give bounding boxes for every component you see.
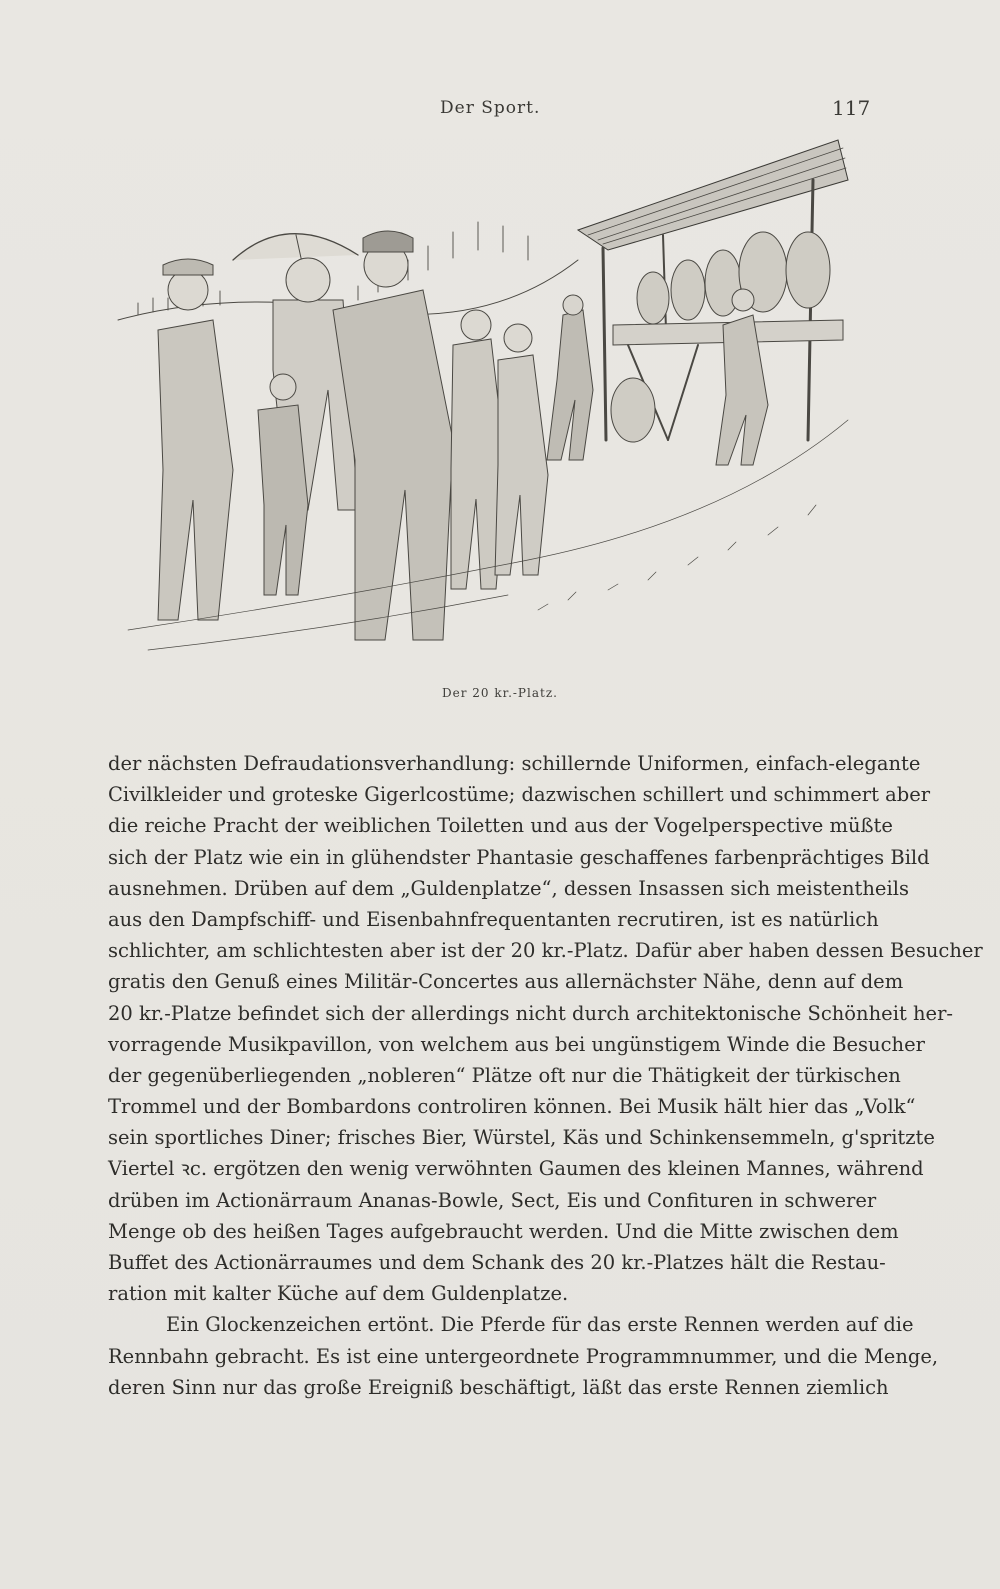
- text-line: aus den Dampfschiff- und Eisenbahnfrequentanten recrutiren, ist es natürlich: [108, 907, 879, 931]
- text-line: ration mit kalter Küche auf dem Guldenplatze.: [108, 1282, 569, 1306]
- text-line: Rennbahn gebracht. Es ist eine untergeordnete Programmnummer, und die Menge,: [108, 1344, 939, 1368]
- text-line: schlichter, am schlichtesten aber ist der 20 kr.-Platz. Dafür aber haben dessen Besucher: [108, 939, 983, 963]
- engraving-illustration: [108, 140, 858, 660]
- illustration-caption: Der 20 kr.-Platz.: [442, 686, 558, 700]
- text-line: sein sportliches Diner; frisches Bier, Würstel, Käs und Schinkensemmeln, g'spritzte: [108, 1126, 935, 1150]
- text-line: Trommel und der Bombardons controliren können. Bei Musik hält hier das „Volk“: [108, 1095, 916, 1119]
- text-line: ausnehmen. Drüben auf dem „Guldenplatze“, dessen Insassen sich meistentheils: [108, 876, 909, 900]
- text-line: der gegenüberliegenden „nobleren“ Plätze oft nur die Thätigkeit der türkischen: [108, 1063, 901, 1087]
- text-line: Viertel ꝛc. ergötzen den wenig verwöhnten Gaumen des kleinen Mannes, während: [108, 1157, 924, 1181]
- running-head: [0, 98, 1000, 128]
- text-line: vorragende Musikpavillon, von welchem aus bei ungünstigem Winde die Besucher: [108, 1032, 925, 1056]
- text-line: 20 kr.-Platze befindet sich der allerdings nicht durch architektonische Schönheit her-: [108, 1001, 953, 1025]
- text-line: Civilkleider und groteske Gigerlcostüme; dazwischen schillert und schimmert aber: [108, 783, 931, 807]
- body-text: [108, 748, 983, 1403]
- text-line: deren Sinn nur das große Ereigniß beschäftigt, läßt das erste Rennen ziemlich: [108, 1375, 889, 1399]
- text-line: der nächsten Defraudationsverhandlung: schillernde Uniformen, einfach-elegante: [108, 752, 921, 775]
- page-number: 117: [832, 96, 871, 120]
- text-line: gratis den Genuß eines Militär-Concertes aus allernächster Nähe, denn auf dem: [108, 970, 904, 994]
- text-line: Menge ob des heißen Tages aufgebraucht werden. Und die Mitte zwischen dem: [108, 1219, 899, 1243]
- text-line: drüben im Actionärraum Ananas-Bowle, Sect, Eis und Confituren in schwerer: [108, 1188, 877, 1212]
- text-line: die reiche Pracht der weiblichen Toiletten und aus der Vogelperspective müßte: [108, 814, 893, 838]
- text-line: Buffet des Actionärraumes und dem Schank des 20 kr.-Platzes hält die Restau-: [108, 1251, 886, 1274]
- running-title: Der Sport.: [440, 98, 541, 118]
- text-line: Ein Glockenzeichen ertönt. Die Pferde für das erste Rennen werden auf die: [166, 1313, 914, 1337]
- text-line: sich der Platz wie ein in glühendster Phantasie geschaffenes farbenprächtiges Bild: [108, 845, 930, 869]
